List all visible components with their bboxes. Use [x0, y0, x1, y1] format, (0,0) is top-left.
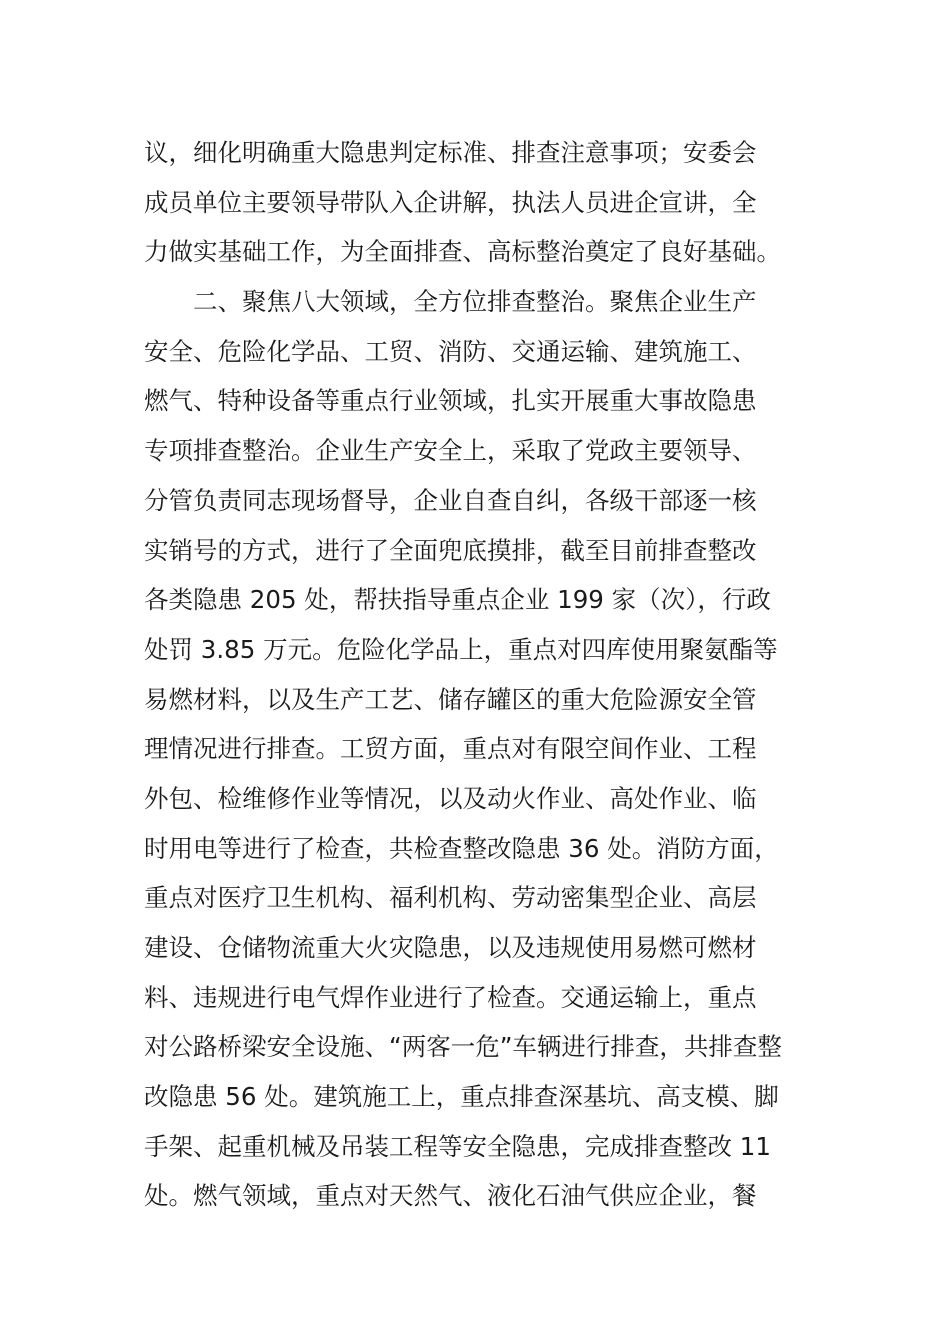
text-line: 成员单位主要领导带队入企讲解，执法人员进企宣讲，全	[144, 187, 757, 217]
text-line: 理情况进行排查。工贸方面，重点对有限空间作业、工程	[144, 734, 757, 764]
text-line: 处罚 3.85 万元。危险化学品上，重点对四库使用聚氨酯等	[144, 634, 778, 664]
text-line: 力做实基础工作，为全面排查、高标整治奠定了良好基础。	[144, 237, 781, 267]
text-line: 处。燃气领域，重点对天然气、液化石油气供应企业，餐	[144, 1181, 757, 1211]
body-text	[144, 128, 814, 1221]
text-line: 安全、危险化学品、工贸、消防、交通运输、建筑施工、	[144, 336, 757, 366]
text-line: 时用电等进行了检查，共检查整改隐患 36 处。消防方面，	[144, 833, 779, 863]
paragraph-heading-line: 二、聚焦八大领域，全方位排查整治。聚焦企业生产	[144, 287, 757, 317]
text-line: 手架、起重机械及吊装工程等安全隐患，完成排查整改 11	[144, 1131, 771, 1161]
text-line: 分管负责同志现场督导，企业自查自纠，各级干部逐一核	[144, 485, 757, 515]
text-line: 建设、仓储物流重大火灾隐患，以及违规使用易燃可燃材	[144, 933, 757, 962]
text-line: 专项排查整治。企业生产安全上，采取了党政主要领导、	[144, 436, 757, 466]
text-line: 各类隐患 205 处，帮扶指导重点企业 199 家（次），行政	[144, 585, 771, 615]
text-line: 对公路桥梁安全设施、“两客一危”车辆进行排查，共排查整	[144, 1032, 782, 1062]
text-line: 议，细化明确重大隐患判定标准、排查注意事项；安委会	[144, 138, 757, 167]
text-line: 易燃材料，以及生产工艺、储存罐区的重大危险源安全管	[144, 684, 757, 714]
text-line: 外包、检维修作业等情况，以及动火作业、高处作业、临	[144, 783, 757, 813]
text-line: 实销号的方式，进行了全面兜底摸排，截至目前排查整改	[144, 535, 757, 565]
text-line: 燃气、特种设备等重点行业领域，扎实开展重大事故隐患	[144, 386, 757, 416]
text-line: 改隐患 56 处。建筑施工上，重点排查深基坑、高支模、脚	[144, 1082, 779, 1112]
text-line: 重点对医疗卫生机构、福利机构、劳动密集型企业、高层	[144, 883, 757, 913]
text-line: 料、违规进行电气焊作业进行了检查。交通运输上，重点	[144, 982, 757, 1012]
